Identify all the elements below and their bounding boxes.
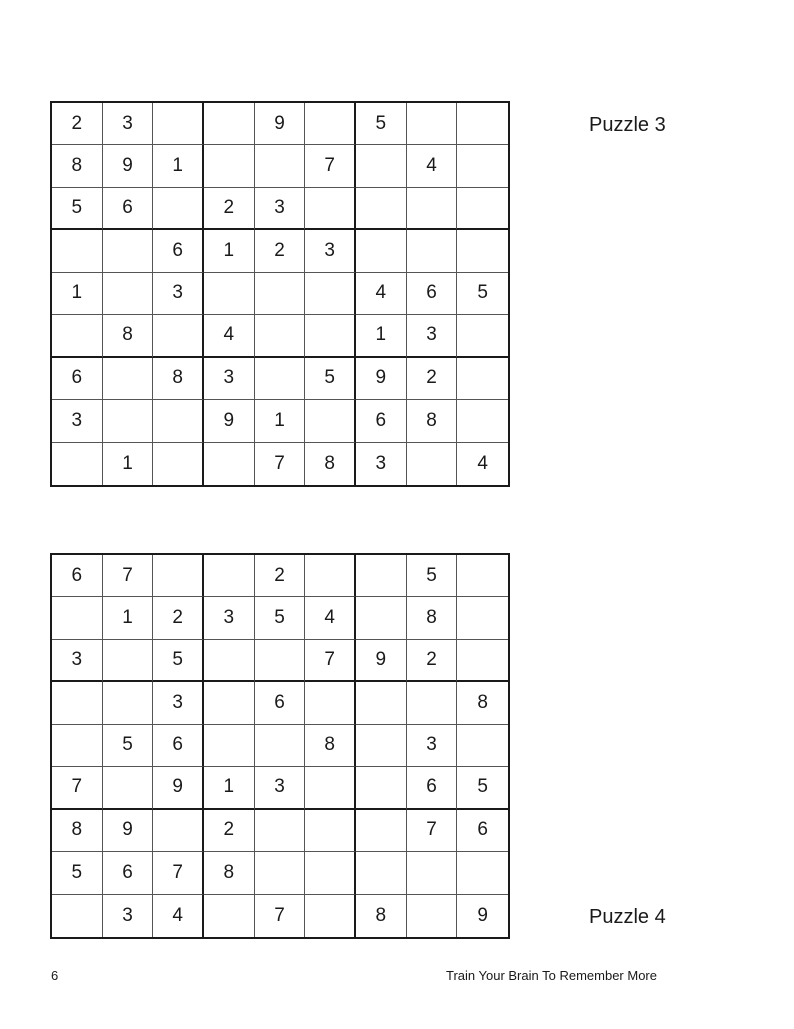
sudoku-cell xyxy=(204,682,255,724)
sudoku-cell xyxy=(153,810,204,852)
sudoku-cell xyxy=(255,852,306,894)
sudoku-cell: 5 xyxy=(407,555,458,597)
sudoku-cell xyxy=(407,188,458,230)
sudoku-cell xyxy=(305,315,356,357)
sudoku-cell xyxy=(255,145,306,187)
sudoku-cell xyxy=(255,315,306,357)
sudoku-cell xyxy=(356,555,407,597)
sudoku-cell xyxy=(153,443,204,485)
sudoku-cell xyxy=(457,555,508,597)
sudoku-cell xyxy=(407,230,458,272)
sudoku-cell xyxy=(356,725,407,767)
sudoku-cell: 8 xyxy=(103,315,154,357)
sudoku-cell xyxy=(204,103,255,145)
sudoku-cell: 4 xyxy=(356,273,407,315)
sudoku-cell: 2 xyxy=(255,555,306,597)
sudoku-cell xyxy=(356,767,407,809)
sudoku-cell: 3 xyxy=(255,767,306,809)
sudoku-cell xyxy=(103,400,154,442)
sudoku-cell: 8 xyxy=(305,443,356,485)
sudoku-cell: 4 xyxy=(153,895,204,937)
sudoku-cell xyxy=(103,640,154,682)
sudoku-cell xyxy=(356,852,407,894)
sudoku-cell: 3 xyxy=(255,188,306,230)
sudoku-cell xyxy=(103,767,154,809)
sudoku-cell xyxy=(305,852,356,894)
sudoku-cell: 7 xyxy=(255,895,306,937)
sudoku-cell: 3 xyxy=(305,230,356,272)
sudoku-cell xyxy=(305,103,356,145)
sudoku-cell: 3 xyxy=(204,358,255,400)
sudoku-cell xyxy=(52,895,103,937)
sudoku-cell: 8 xyxy=(356,895,407,937)
sudoku-cell xyxy=(52,597,103,639)
sudoku-cell xyxy=(305,767,356,809)
sudoku-cell: 1 xyxy=(103,597,154,639)
sudoku-cell xyxy=(407,103,458,145)
sudoku-cell: 2 xyxy=(407,640,458,682)
sudoku-cell: 4 xyxy=(407,145,458,187)
sudoku-cell xyxy=(457,400,508,442)
sudoku-cell: 2 xyxy=(204,810,255,852)
sudoku-cell: 2 xyxy=(153,597,204,639)
sudoku-cell xyxy=(103,273,154,315)
sudoku-cell xyxy=(356,682,407,724)
sudoku-cell: 8 xyxy=(305,725,356,767)
sudoku-cell: 9 xyxy=(255,103,306,145)
sudoku-cell xyxy=(305,400,356,442)
sudoku-cell: 8 xyxy=(407,597,458,639)
sudoku-cell: 4 xyxy=(477,452,488,474)
sudoku-cell xyxy=(457,230,508,272)
sudoku-cell: 2 xyxy=(204,188,255,230)
sudoku-cell: 6 xyxy=(153,725,204,767)
sudoku-cell xyxy=(204,555,255,597)
sudoku-cell xyxy=(457,597,508,639)
sudoku-cell: 8 xyxy=(52,810,103,852)
sudoku-cell: 6 xyxy=(407,767,458,809)
sudoku-cell: 7 xyxy=(407,810,458,852)
sudoku-cell: 1 xyxy=(103,443,154,485)
sudoku-cell xyxy=(457,315,508,357)
sudoku-cell xyxy=(305,895,356,937)
sudoku-cell: 7 xyxy=(153,852,204,894)
sudoku-grid-puzzle-3 xyxy=(50,101,510,487)
sudoku-cell xyxy=(457,145,508,187)
sudoku-cell xyxy=(52,315,103,357)
sudoku-cell xyxy=(153,188,204,230)
sudoku-cell xyxy=(153,400,204,442)
sudoku-cell xyxy=(457,852,508,894)
sudoku-cell xyxy=(52,682,103,724)
sudoku-grid-puzzle-4 xyxy=(50,553,510,939)
sudoku-cell: 5 xyxy=(457,273,508,315)
sudoku-cell: 6 xyxy=(52,555,103,597)
puzzle-3-label: Puzzle 3 xyxy=(589,114,666,136)
sudoku-cell xyxy=(407,852,458,894)
sudoku-cell xyxy=(457,640,508,682)
sudoku-cell: 5 xyxy=(457,767,508,809)
sudoku-cell xyxy=(52,725,103,767)
sudoku-cell xyxy=(204,640,255,682)
puzzle-4-label: Puzzle 4 xyxy=(589,906,666,928)
sudoku-cell xyxy=(153,103,204,145)
sudoku-cell: 3 xyxy=(356,443,407,485)
sudoku-cell: 9 xyxy=(103,810,154,852)
sudoku-cell xyxy=(356,188,407,230)
sudoku-cell xyxy=(305,810,356,852)
sudoku-cell: 8 xyxy=(52,145,103,187)
sudoku-cell: 6 xyxy=(103,852,154,894)
sudoku-cell: 5 xyxy=(305,358,356,400)
sudoku-cell: 9 xyxy=(477,904,488,926)
sudoku-cell xyxy=(204,273,255,315)
sudoku-cell: 8 xyxy=(407,400,458,442)
sudoku-cell xyxy=(204,443,255,485)
sudoku-cell xyxy=(457,188,508,230)
sudoku-cell xyxy=(305,188,356,230)
sudoku-cell: 1 xyxy=(52,273,103,315)
sudoku-cell: 3 xyxy=(103,895,154,937)
sudoku-cell xyxy=(356,145,407,187)
sudoku-cell: 7 xyxy=(305,145,356,187)
sudoku-cell: 7 xyxy=(305,640,356,682)
sudoku-cell xyxy=(153,315,204,357)
sudoku-cell: 6 xyxy=(52,358,103,400)
sudoku-cell xyxy=(356,810,407,852)
sudoku-cell: 7 xyxy=(255,443,306,485)
sudoku-cell: 2 xyxy=(255,230,306,272)
sudoku-cell: 5 xyxy=(356,103,407,145)
sudoku-cell xyxy=(407,895,458,937)
sudoku-cell: 9 xyxy=(356,640,407,682)
sudoku-cell: 8 xyxy=(204,852,255,894)
sudoku-cell: 5 xyxy=(103,725,154,767)
sudoku-cell: 2 xyxy=(407,358,458,400)
sudoku-cell xyxy=(457,725,508,767)
footer-book-title: Train Your Brain To Remember More xyxy=(446,968,657,983)
sudoku-cell xyxy=(407,682,458,724)
sudoku-cell xyxy=(305,555,356,597)
sudoku-cell: 8 xyxy=(153,358,204,400)
sudoku-cell: 9 xyxy=(153,767,204,809)
sudoku-cell: 6 xyxy=(153,230,204,272)
sudoku-cell: 9 xyxy=(204,400,255,442)
sudoku-cell: 3 xyxy=(153,682,204,724)
sudoku-cell: 8 xyxy=(457,682,508,724)
sudoku-cell: 1 xyxy=(153,145,204,187)
sudoku-cell: 5 xyxy=(153,640,204,682)
sudoku-cell: 6 xyxy=(103,188,154,230)
sudoku-cell xyxy=(103,682,154,724)
sudoku-cell: 6 xyxy=(255,682,306,724)
page-number: 6 xyxy=(51,968,59,983)
sudoku-cell: 1 xyxy=(204,230,255,272)
sudoku-cell: 9 xyxy=(356,358,407,400)
sudoku-cell: 3 xyxy=(52,640,103,682)
sudoku-cell: 3 xyxy=(52,400,103,442)
sudoku-cell xyxy=(255,358,306,400)
sudoku-cell: 3 xyxy=(407,315,458,357)
sudoku-cell xyxy=(52,230,103,272)
sudoku-cell xyxy=(457,103,508,145)
sudoku-cell: 3 xyxy=(103,103,154,145)
sudoku-cell xyxy=(255,810,306,852)
sudoku-cell: 6 xyxy=(407,273,458,315)
sudoku-cell: 7 xyxy=(103,555,154,597)
sudoku-cell xyxy=(305,682,356,724)
sudoku-cell: 2 xyxy=(52,103,103,145)
sudoku-cell xyxy=(356,597,407,639)
sudoku-cell xyxy=(153,555,204,597)
sudoku-cell xyxy=(103,358,154,400)
sudoku-cell: 9 xyxy=(103,145,154,187)
sudoku-cell xyxy=(204,895,255,937)
sudoku-cell xyxy=(204,725,255,767)
sudoku-cell: 3 xyxy=(204,597,255,639)
sudoku-cell xyxy=(305,273,356,315)
sudoku-cell xyxy=(103,230,154,272)
sudoku-cell: 5 xyxy=(52,852,103,894)
sudoku-cell: 4 xyxy=(204,315,255,357)
sudoku-cell: 4 xyxy=(305,597,356,639)
sudoku-cell xyxy=(255,725,306,767)
sudoku-cell: 1 xyxy=(204,767,255,809)
sudoku-cell xyxy=(407,443,458,485)
sudoku-cell xyxy=(255,273,306,315)
sudoku-cell: 1 xyxy=(255,400,306,442)
sudoku-cell: 5 xyxy=(52,188,103,230)
sudoku-cell xyxy=(52,443,103,485)
sudoku-cell: 6 xyxy=(457,810,508,852)
sudoku-cell xyxy=(255,640,306,682)
sudoku-cell: 7 xyxy=(52,767,103,809)
sudoku-cell xyxy=(356,230,407,272)
sudoku-cell xyxy=(204,145,255,187)
sudoku-cell: 5 xyxy=(255,597,306,639)
sudoku-cell: 6 xyxy=(356,400,407,442)
sudoku-cell: 1 xyxy=(356,315,407,357)
sudoku-cell: 3 xyxy=(153,273,204,315)
sudoku-cell xyxy=(457,358,508,400)
sudoku-cell: 3 xyxy=(407,725,458,767)
